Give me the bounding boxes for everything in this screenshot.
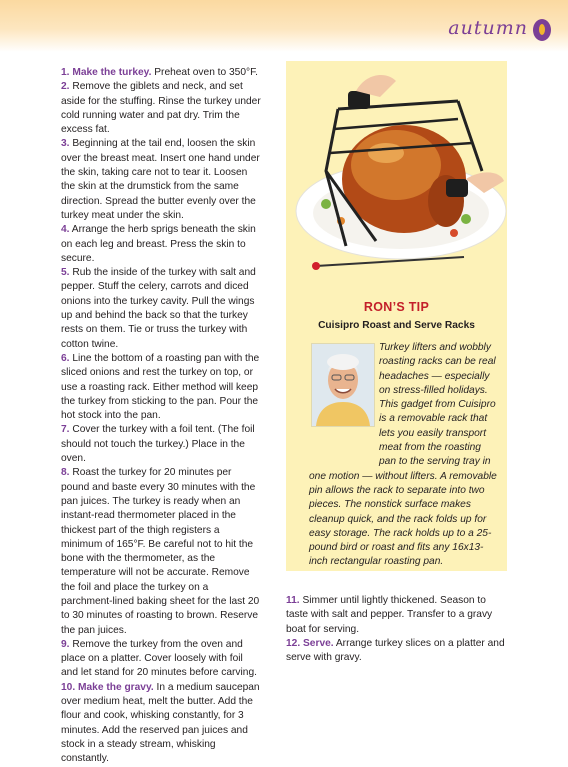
page-header-band	[0, 0, 568, 52]
leaf-icon	[533, 19, 551, 41]
season-label: autumn	[448, 17, 528, 39]
step-text: Arrange turkey slices on a platter and serve with gravy.	[286, 637, 505, 664]
recipe-step	[61, 80, 261, 137]
step-heading: Serve.	[303, 637, 334, 649]
recipe-step	[61, 466, 261, 638]
step-text: Roast the turkey for 20 minutes per pound and baste every 30 minutes with the pan juices. The turkey is ready when an instant-read thermometer placed in the thickest part of the thigh registers a minimum of 165°F. Be careful not to hit the bone with the thermometer, as the temperature will not be accurate. Remove the foil and place the turkey on a parchment-lined baking sheet for the last 20 to 30 minutes of roasting to brown. Reserve the pan juices.	[61, 467, 260, 636]
step-number: 10.	[61, 681, 76, 693]
step-text: Simmer until lightly thickened. Season to taste with salt and pepper. Transfer to a gravy boat for serving.	[286, 595, 493, 635]
recipe-step	[61, 638, 261, 681]
step-number: 5.	[61, 267, 70, 279]
step-text: Preheat oven to 350°F.	[151, 67, 259, 78]
recipe-step	[286, 637, 506, 666]
recipe-step	[61, 423, 261, 466]
portrait-space	[309, 341, 379, 465]
recipe-step	[61, 223, 261, 266]
recipe-steps-right	[286, 594, 506, 665]
recipe-step	[61, 681, 261, 767]
step-number: 9.	[61, 638, 70, 650]
step-text: Rub the inside of the turkey with salt and pepper. Stuff the celery, carrots and diced onions into the turkey cavity. Pull the wings up and behind the back so that the turkey rests on them. Tie or truss the turkey with cotton twine.	[61, 267, 256, 350]
recipe-step	[61, 66, 261, 80]
step-text: In a medium saucepan over medium heat, melt the butter. Add the flour and cook, whisking constantly, for 3 minutes. Add the reserved pan juices and stock in a steady stream, whisking constantly.	[61, 681, 260, 765]
step-number: 3.	[61, 138, 70, 150]
tip-box	[286, 61, 507, 571]
step-number: 11.	[286, 595, 300, 606]
step-heading: Make the gravy.	[78, 681, 154, 693]
recipe-step	[286, 594, 506, 637]
step-text: Cover the turkey with a foil tent. (The foil should not touch the turkey.) Place in the oven.	[61, 424, 255, 465]
step-text: Remove the turkey from the oven and place on a platter. Cover loosely with foil and let stand for 20 minutes before carving.	[61, 638, 257, 679]
step-text: Beginning at the tail end, loosen the skin over the breast meat. Insert one hand under the skin, taking care not to tear it. Loosen the skin at the drumstick from the same direction. Spread the butter evenly over the turkey meat under the skin.	[61, 138, 260, 221]
step-number: 2.	[61, 81, 70, 93]
recipe-step	[61, 266, 261, 352]
tip-text	[309, 341, 499, 570]
recipe-steps-left	[61, 66, 261, 767]
step-number: 8.	[61, 467, 70, 479]
step-number: 7.	[61, 424, 70, 436]
tip-subtitle: Cuisipro Roast and Serve Racks	[318, 320, 475, 331]
step-text: Line the bottom of a roasting pan with the sliced onions and rest the turkey on top, or use a roasting rack. Either method will keep the turkey from sticking to the pan. Pour the hot stock into the pan.	[61, 352, 260, 422]
step-text: Arrange the herb sprigs beneath the skin on each leg and breast. Press the skin to secure.	[61, 224, 256, 264]
tip-body: Turkey lifters and wobbly roasting racks can be real headaches — especially on stress-filled holidays. This gadget from Cuisipro is a removable rack that lets you easily transport meat from the roasting pan to the serving tray in one motion — without lifters. A removable pin allows the rack to separate into two pieces. The nonstick surface makes cleanup quick, and the rack folds up for easy storage. The rack holds up to a 25-pound bird or roast and fits any 16x13-inch rectangular roasting pan.	[309, 342, 497, 568]
turkey-rack-photo	[286, 61, 507, 281]
step-number: 4.	[61, 224, 70, 236]
tip-title: RON’S TIP	[363, 300, 430, 314]
step-text: Remove the giblets and neck, and set aside for the stuffing. Rinse the turkey under cold running water and pat dry. Trim the excess fat.	[61, 81, 261, 136]
recipe-step	[61, 352, 261, 423]
step-number: 12.	[286, 637, 301, 649]
step-number: 1.	[61, 67, 70, 78]
step-heading: Make the turkey.	[72, 67, 152, 78]
step-number: 6.	[61, 352, 70, 364]
recipe-step	[61, 137, 261, 223]
